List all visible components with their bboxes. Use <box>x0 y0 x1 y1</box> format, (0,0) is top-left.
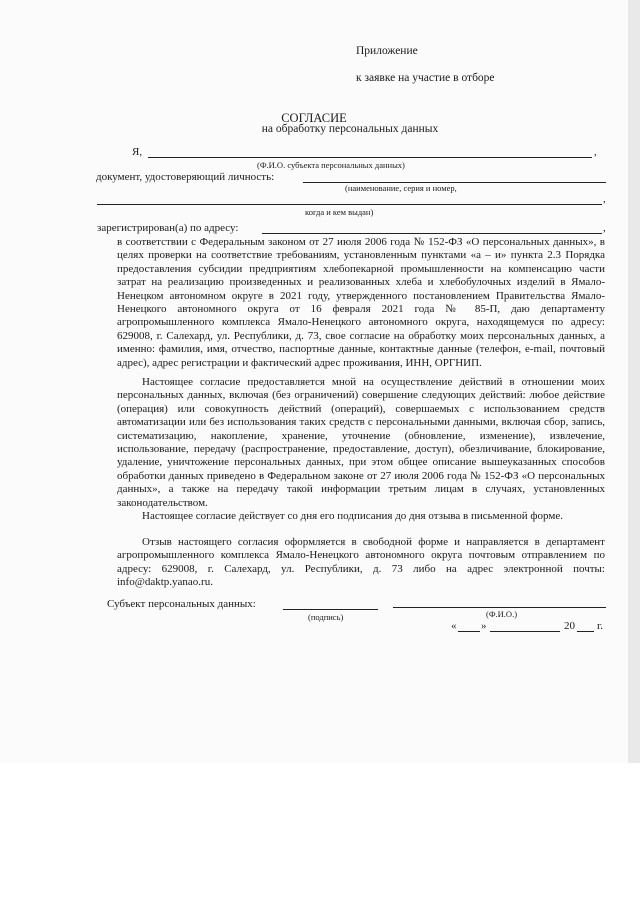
signature-hint: (подпись) <box>308 612 344 622</box>
doc-hint: (наименование, серия и номер, <box>345 183 457 193</box>
date-year-line[interactable] <box>577 631 594 632</box>
signature-label: Субъект персональных данных: <box>107 598 256 610</box>
document-subtitle: на обработку персональных данных <box>261 123 439 135</box>
appendix-title: Приложение <box>356 45 418 57</box>
date-day-line[interactable] <box>458 631 480 632</box>
date-year-prefix: 20 <box>564 620 575 632</box>
document-title: СОГЛАСИЕ <box>281 111 347 125</box>
addr-line-comma: , <box>603 222 606 234</box>
fio-line[interactable] <box>148 157 592 158</box>
paragraph-validity: Настоящее согласие действует со дня его подписания до дня отзыва в письменной форме. <box>142 510 563 522</box>
addr-label: зарегистрирован(а) по адресу: <box>97 222 239 234</box>
date-year-suffix: г. <box>597 620 604 632</box>
signature-fio-line[interactable] <box>393 607 606 608</box>
paragraph-legal-basis: в соответствии с Федеральным законом от 27 июля 2006 года № 152-ФЗ «О персональных данных», в целях проверки на соответствие требованиям, установленным пунктами «а – и» пункта 2.3 Порядка предоставления субсидии предприятиям хлебопекарной промышленности на компенсацию части затрат на реализацию произведенных и реализованных хлеба и хлебобулочных изделий в Ямало-Ненецком автономном округе в 2021 году, утвержденного постановлением Правительства Ямало-Ненецкого автономного округа от 16 февраля 2021 года № 85-П, даю департаменту агропромышленного комплекса Ямало-Ненецкого автономного округа, находящемуся по адресу: 629008, г. Салехард, ул. Республики, д. 73, свое согласие на обработку моих персональных данных, а именно: фамилия, имя, отчество, паспортные данные, контактные данные (телефон, e-mail, почтовый адрес), адрес регистрации и фактический адрес проживания, ИНН, ОРГНИП. <box>117 236 605 369</box>
fio-line-comma: , <box>594 146 597 158</box>
doc-line-comma: , <box>603 193 606 205</box>
fio-hint: (Ф.И.О. субъекта персональных данных) <box>257 160 405 170</box>
addr-line[interactable] <box>262 233 602 234</box>
date-open-quote: « <box>451 620 457 632</box>
doc-label: документ, удостоверяющий личность: <box>96 171 275 183</box>
signature-fio-hint: (Ф.И.О.) <box>486 609 518 619</box>
date-month-line[interactable] <box>490 631 560 632</box>
appendix-subtitle: к заявке на участие в отборе <box>356 72 495 84</box>
signature-line[interactable] <box>283 609 378 610</box>
doc-line-2[interactable] <box>97 204 602 205</box>
paragraph-actions: Настоящее согласие предоставляется мной на осуществление действий в отношении моих персональных данных, включая (без ограничений) совершение следующих действий: любое действие (операция) или совокупность действий (операций), совершаемых с использованием средств автоматизации или без использования таких средств с персональными данными, включая сбор, запись, систематизацию, накопление, хранение, уточнение (обновление, изменение), извлечение, использование, передачу (распространение, предоставление, доступ), обезличивание, блокирование, удаление, уничтожение персональных данных, при этом общее описание вышеуказанных способов обработки данных приведено в Федеральном законе от 27 июля 2006 года № 152-ФЗ «О персональных данных», а также на передачу такой информации третьим лицам в случаях, установленных законодательством. <box>117 376 605 509</box>
paragraph-revocation: Отзыв настоящего согласия оформляется в свободной форме и направляется в департамент агропромышленного комплекса Ямало-Ненецкого автономного округа почтовым отправлением по адресу: 629008, г. Салехард, ул. Республики, д. 73 либо на адрес электронной почты: info@daktp.yanao.ru. <box>117 536 605 589</box>
issued-hint: когда и кем выдан) <box>305 207 374 217</box>
blank-area <box>0 763 640 905</box>
date-close-quote: » <box>481 620 487 632</box>
ya-label: Я, <box>132 146 143 158</box>
